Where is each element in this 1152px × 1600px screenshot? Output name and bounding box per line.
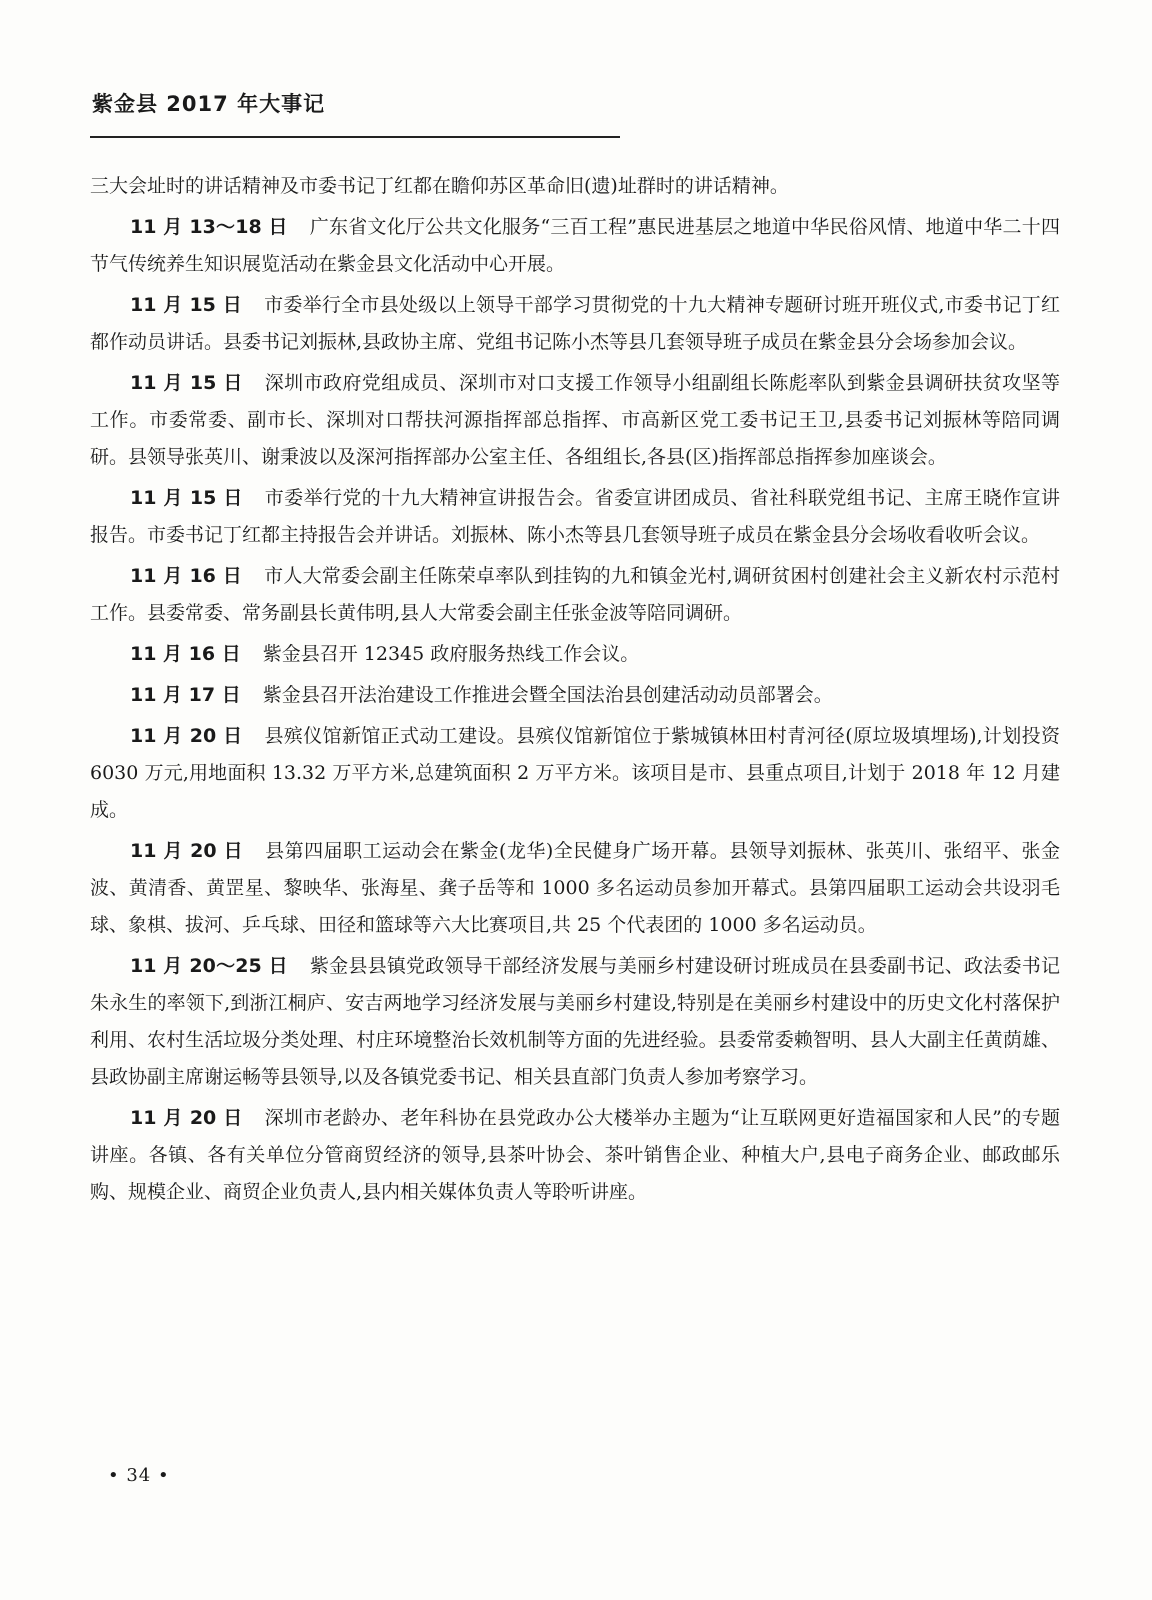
event-date: 11 月 20～25 日 [130, 955, 288, 977]
event-text: 市委举行全市县处级以上领导干部学习贯彻党的十九大精神专题研讨班开班仪式,市委书记丁红都作动员讲话。县委书记刘振林,县政协主席、党组书记陈小杰等县几套领导班子成员在紫金县分会场参加会议。 [90, 294, 1060, 353]
event-entry [90, 287, 1060, 361]
document-body [90, 168, 1060, 1215]
event-date: 11 月 17 日 [130, 684, 241, 706]
event-entry [90, 948, 1060, 1096]
event-text: 市委举行党的十九大精神宣讲报告会。省委宣讲团成员、省社科联党组书记、主席王晓作宣讲报告。市委书记丁红都主持报告会并讲话。刘振林、陈小杰等县几套领导班子成员在紫金县分会场收看收听会议。 [90, 487, 1060, 546]
event-text: 广东省文化厅公共文化服务“三百工程”惠民进基层之地道中华民俗风情、地道中华二十四节气传统养生知识展览活动在紫金县文化活动中心开展。 [90, 216, 1060, 275]
event-entry [90, 558, 1060, 632]
event-entry [90, 677, 1060, 714]
event-date: 11 月 13～18 日 [130, 216, 288, 238]
event-entry [90, 718, 1060, 829]
event-text: 深圳市老龄办、老年科协在县党政办公大楼举办主题为“让互联网更好造福国家和人民”的专题讲座。各镇、各有关单位分管商贸经济的领导,县茶叶协会、茶叶销售企业、种植大户,县电子商务企业、邮政邮乐购、规模企业、商贸企业负责人,县内相关媒体负责人等聆听讲座。 [90, 1107, 1060, 1203]
event-entry [90, 636, 1060, 673]
event-date: 11 月 20 日 [130, 725, 243, 747]
event-date: 11 月 15 日 [130, 294, 243, 316]
event-entry [90, 209, 1060, 283]
event-entry [90, 480, 1060, 554]
event-entry [90, 1100, 1060, 1211]
continuation-paragraph: 三大会址时的讲话精神及市委书记丁红都在瞻仰苏区革命旧(遗)址群时的讲话精神。 [90, 175, 789, 197]
event-text: 市人大常委会副主任陈荣卓率队到挂钩的九和镇金光村,调研贫困村创建社会主义新农村示范村工作。县委常委、常务副县长黄伟明,县人大常委会副主任张金波等陪同调研。 [90, 565, 1060, 624]
event-entries [90, 209, 1060, 1211]
event-text: 紫金县召开法治建设工作推进会暨全国法治县创建活动动员部署会。 [262, 684, 833, 706]
event-date: 11 月 20 日 [130, 1107, 243, 1129]
event-entry [90, 833, 1060, 944]
event-text: 紫金县召开 12345 政府服务热线工作会议。 [262, 643, 640, 665]
event-text: 县殡仪馆新馆正式动工建设。县殡仪馆新馆位于紫城镇林田村青河径(原垃圾填埋场),计划投资 6030 万元,用地面积 13.32 万平方米,总建筑面积 2 万平方米。该项目是市、县重点项目,计划于 2018 年 12 月建成。 [90, 725, 1060, 821]
event-text: 深圳市政府党组成员、深圳市对口支援工作领导小组副组长陈彪率队到紫金县调研扶贫攻坚等工作。市委常委、副市长、深圳对口帮扶河源指挥部总指挥、市高新区党工委书记王卫,县委书记刘振林等陪同调研。县领导张英川、谢秉波以及深河指挥部办公室主任、各组组长,各县(区)指挥部总指挥参加座谈会。 [90, 372, 1060, 468]
event-date: 11 月 20 日 [130, 840, 244, 862]
event-date: 11 月 15 日 [130, 487, 243, 509]
event-text: 县第四届职工运动会在紫金(龙华)全民健身广场开幕。县领导刘振林、张英川、张绍平、张金波、黄清香、黄罡星、黎映华、张海星、龚子岳等和 1000 多名运动员参加开幕式。县第四届职工运动会共设羽毛球、象棋、拔河、乒乓球、田径和篮球等六大比赛项目,共 25 个代表团的 1000 多名运动员。 [90, 840, 1060, 936]
page-number: • 34 • [108, 1465, 170, 1486]
header-divider [90, 136, 620, 138]
event-date: 11 月 16 日 [130, 643, 241, 665]
event-entry [90, 365, 1060, 476]
event-date: 11 月 15 日 [130, 372, 243, 394]
running-header: 紫金县 2017 年大事记 [92, 92, 326, 116]
event-date: 11 月 16 日 [130, 565, 243, 587]
event-text: 紫金县县镇党政领导干部经济发展与美丽乡村建设研讨班成员在县委副书记、政法委书记朱永生的率领下,到浙江桐庐、安吉两地学习经济发展与美丽乡村建设,特别是在美丽乡村建设中的历史文化村落保护利用、农村生活垃圾分类处理、村庄环境整治长效机制等方面的先进经验。县委常委赖智明、县人大副主任黄荫雄、县政协副主席谢运畅等县领导,以及各镇党委书记、相关县直部门负责人参加考察学习。 [90, 955, 1060, 1088]
